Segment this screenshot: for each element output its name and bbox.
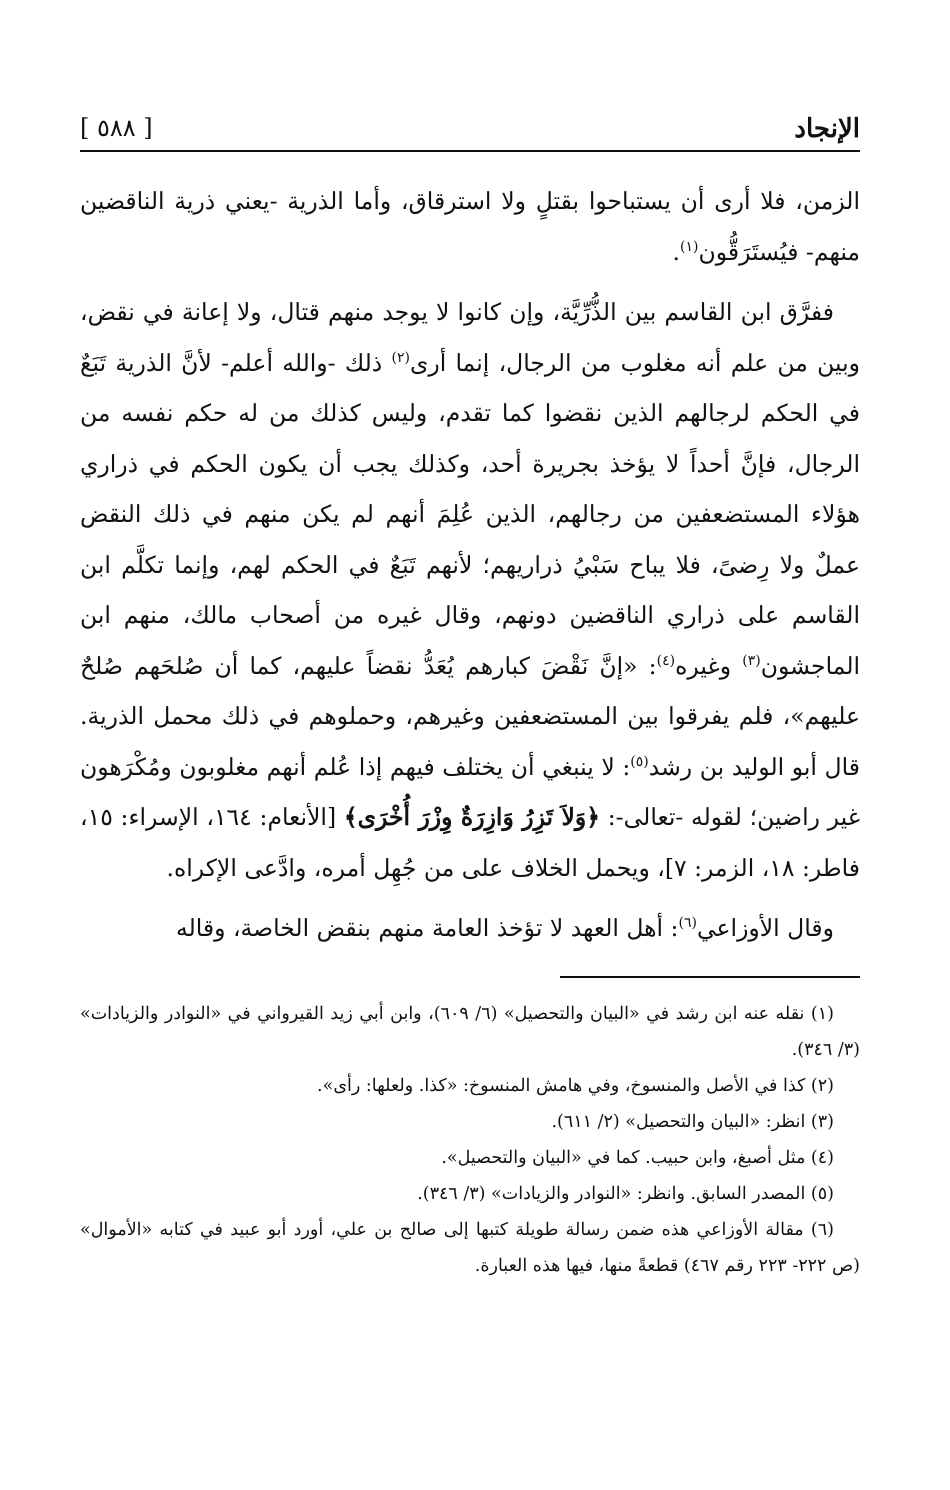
paragraph-1-end: . — [672, 237, 680, 266]
paragraph-2-text-c: وغيره — [675, 651, 743, 680]
footnotes — [80, 996, 860, 1284]
footnote-ref-1[interactable]: (١) — [679, 238, 699, 255]
footnote-3: (٣) انظر: «البيان والتحصيل» (٢/ ٦١١). — [551, 1111, 834, 1132]
quran-verse: ﴿وَلاَ تَزِرُ وَازِرَةٌ وِزْرَ أُخْرَى﴾ — [343, 803, 601, 831]
footnote-ref-3[interactable]: (٣) — [742, 652, 761, 669]
footnote-ref-2[interactable]: (٢) — [391, 349, 410, 366]
paragraph-3-text-a: وقال الأوزاعي — [696, 914, 834, 942]
paragraph-2 — [80, 287, 860, 893]
paragraph-1 — [80, 176, 860, 277]
footnote-2: (٢) كذا في الأصل والمنسوخ، وفي هامش المنسوخ: «كذا. ولعلها: رأى». — [317, 1075, 834, 1096]
footnote-6: (٦) مقالة الأوزاعي هذه ضمن رسالة طويلة كتبها إلى صالح بن علي، أورد أبو عبيد في كتابه «الأموال» (ص ٢٢٢- ٢٢٣ رقم ٤٦٧) قطعةً منها، فيها هذه العبارة. — [80, 1219, 860, 1276]
footnote-ref-4[interactable]: (٤) — [656, 652, 676, 669]
main-text — [80, 176, 860, 954]
paragraph-2-text-e: : لا ينبغي أن يختلف فيهم إذا عُلم أنهم مغلوبون ومُكْرَهون غير راضين؛ لقوله -تعالى-: — [80, 752, 861, 831]
footnote-4: (٤) مثل أصبغ، وابن حبيب. كما في «البيان والتحصيل». — [441, 1147, 834, 1168]
paragraph-1-text: الزمن، فلا أرى أن يستباحوا بقتلٍ ولا استرقاق، وأما الذرية -يعني ذرية الناقضين منهم- فيُستَرَقُّون — [80, 187, 860, 266]
footnote-ref-5[interactable]: (٥) — [630, 753, 649, 770]
running-header — [80, 108, 860, 152]
document-page — [80, 108, 860, 1448]
paragraph-3-text-b: : أهل العهد لا تؤخذ العامة منهم بنقض الخاصة، وقاله — [175, 914, 679, 942]
paragraph-2-text-d: : «إنَّ نَقْضَ كبارهم يُعَدُّ نقضاً عليهم، كما أن صُلحَهم صُلحٌ عليهم»، فلم يفرقوا بين المستضعفين وغيرهم، وحملوهم في ذلك محمل الذرية. قال أبو الوليد بن رشد — [80, 651, 860, 781]
paragraph-2-text-f: [الأنعام: ١٦٤، الإسراء: ١٥، فاطر: ١٨، الزمر: ٧]، ويحمل الخلاف على من جُهِل أمره، وادَّعى الإكراه. — [80, 803, 860, 882]
footnote-separator — [560, 976, 860, 978]
footnote-1: (١) نقله عنه ابن رشد في «البيان والتحصيل» (٦/ ٦٠٩)، وابن أبي زيد القيرواني في «النوادر والزيادات» (٣/ ٣٤٦). — [80, 1003, 860, 1060]
footnote-ref-6[interactable]: (٦) — [678, 915, 697, 932]
footnote-5: (٥) المصدر السابق. وانظر: «النوادر والزيادات» (٣/ ٣٤٦). — [417, 1183, 834, 1204]
paragraph-3 — [80, 903, 860, 954]
page-number: [ ٥٨٨ ] — [80, 114, 153, 142]
paragraph-2-text-b: ذلك -والله أعلم- لأنَّ الذرية تَبَعٌ في الحكم لرجالهم الذين نقضوا كما تقدم، وليس كذلك من له حكم نفسه من الرجال، فإنَّ أحداً لا يؤخذ بجريرة أحد، وكذلك يجب أن يكون الحكم في ذراري هؤلاء المستضعفين من رجالهم، الذين عُلِمَ أنهم لم يكن منهم في ذلك النقض عملٌ ولا رِضىً، فلا يباح سَبْيُ ذراريهم؛ لأنهم تَبَعٌ في الحكم لهم، وإنما تكلَّم ابن القاسم على ذراري الناقضين دونهم، وقال غيره من أصحاب مالك، منهم ابن الماجشون — [80, 348, 861, 680]
paragraph-2-text-a: ففرَّق ابن القاسم بين الذُّرِّيَّة، وإن كانوا لا يوجد منهم قتال، ولا إعانة في نقض، وبين من علم أنه مغلوب من الرجال، إنما أرى — [80, 298, 860, 377]
running-title: الإنجاد — [794, 114, 860, 144]
